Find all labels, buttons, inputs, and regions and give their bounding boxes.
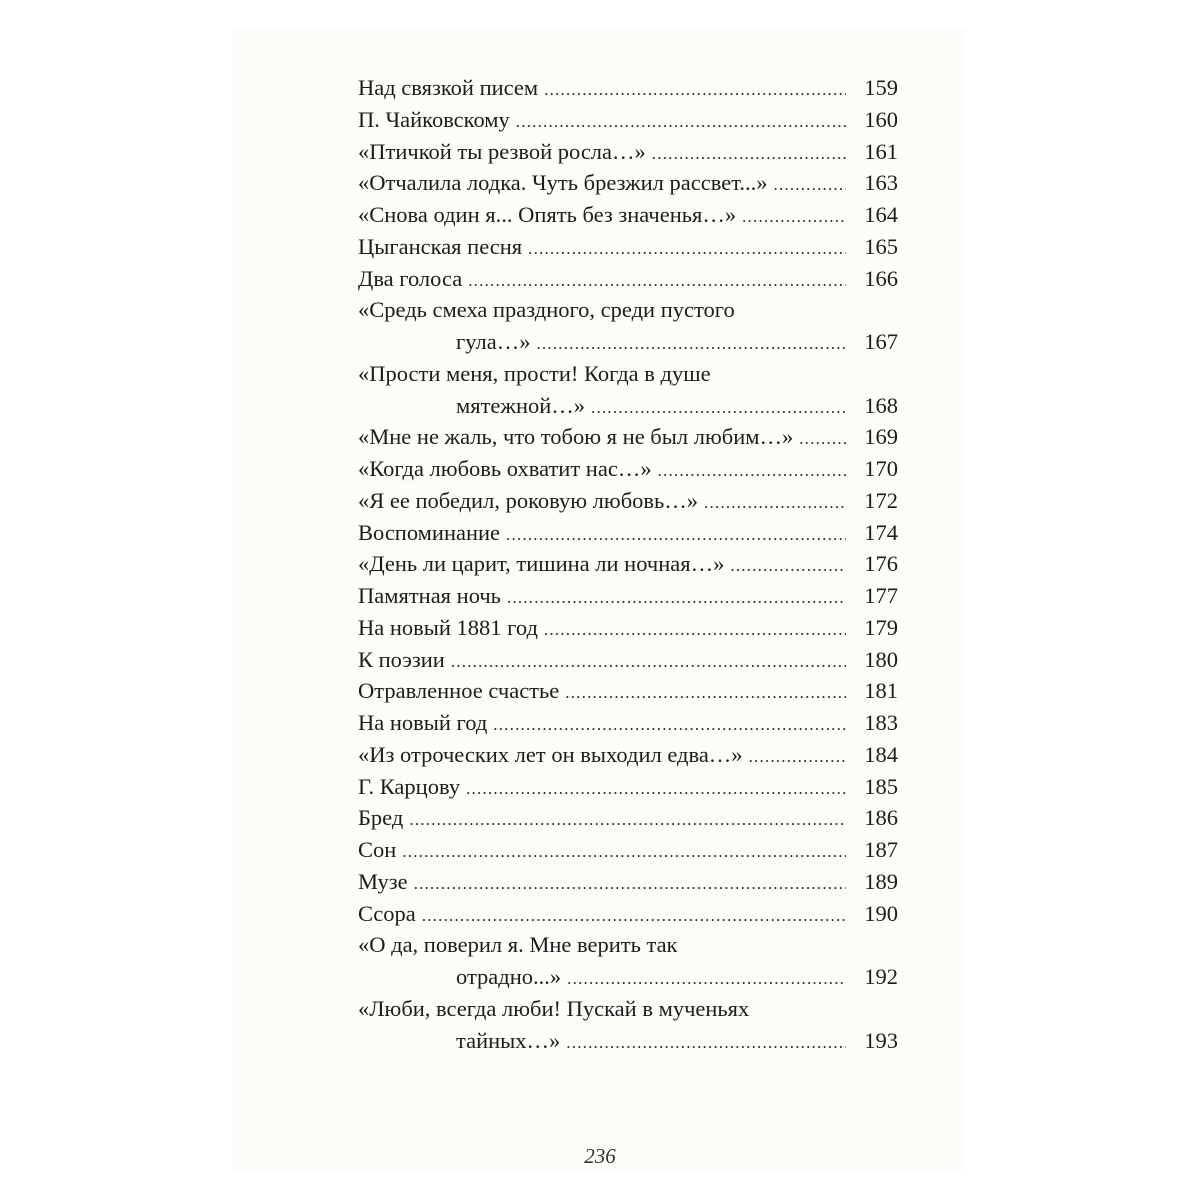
toc-entry — [358, 358, 898, 422]
page-number: 236 — [584, 1144, 616, 1168]
toc-entry-row — [358, 485, 898, 517]
toc-entry — [358, 263, 898, 295]
toc-entry-title: «Мне не жаль, что тобою я не был любим…» — [358, 424, 794, 450]
toc-entry-title: Цыганская песня — [358, 233, 523, 259]
dot-leader — [516, 106, 846, 138]
toc-entry-row — [358, 612, 898, 644]
toc-entry-title: Г. Карцову — [358, 773, 461, 799]
dot-leader — [799, 423, 846, 455]
dot-leader — [658, 455, 846, 487]
dot-leader — [536, 328, 846, 360]
toc-entry-page: 185 — [864, 773, 898, 799]
toc-entry-title: Воспоминание — [358, 519, 501, 545]
toc-entry-title-line: «Средь смеха праздного, среди пустого — [358, 297, 735, 323]
toc-entry-row — [358, 739, 898, 771]
toc-entry — [358, 199, 898, 231]
toc-entry — [358, 644, 898, 676]
toc-entry-title: «Птичкой ты резвой росла…» — [358, 138, 646, 164]
toc-entry — [358, 834, 898, 866]
toc-entry-page: 183 — [864, 710, 898, 735]
toc-entry-row — [358, 644, 898, 676]
toc-entry-title: Ссора — [358, 900, 416, 926]
toc-entry-row — [358, 866, 898, 898]
toc-entry-row — [358, 1025, 898, 1057]
toc-entry-title: Музе — [358, 868, 408, 894]
toc-entry-row — [358, 834, 898, 866]
toc-entry-row — [358, 961, 898, 993]
toc-entry — [358, 993, 898, 1057]
dot-leader — [567, 963, 846, 995]
dot-leader — [730, 550, 846, 582]
toc-entry-row — [358, 72, 898, 104]
toc-entry — [358, 898, 898, 930]
toc-entry-page: 159 — [864, 75, 898, 100]
toc-entry-row — [358, 326, 898, 358]
toc-entry-page: 170 — [864, 456, 898, 481]
dot-leader — [749, 741, 846, 773]
dot-leader — [566, 1027, 846, 1059]
dot-leader — [507, 582, 846, 614]
dot-leader — [544, 614, 846, 646]
dot-leader — [652, 138, 846, 170]
toc-entry-title: На новый год — [358, 710, 488, 735]
dot-leader — [409, 804, 846, 836]
toc-entry — [358, 739, 898, 771]
toc-entry-page: 181 — [864, 678, 898, 704]
toc-entry-title: «Снова один я... Опять без значенья…» — [358, 202, 737, 227]
toc-entry-row — [358, 421, 898, 453]
toc-entry-page: 176 — [864, 551, 898, 577]
toc-entry — [358, 707, 898, 739]
toc-entry-row — [358, 104, 898, 136]
toc-entry — [358, 72, 898, 104]
toc-entry-row — [358, 517, 898, 549]
toc-entry-title: Два голоса — [358, 265, 463, 291]
toc-entry-page: 187 — [864, 837, 898, 862]
toc-entry-page: 164 — [864, 202, 898, 227]
toc-entry-row — [358, 453, 898, 485]
dot-leader — [414, 868, 846, 900]
toc-entry-row — [358, 263, 898, 295]
toc-entry — [358, 929, 898, 993]
toc-entry-page: 172 — [864, 487, 898, 513]
toc-entry — [358, 167, 898, 199]
dot-leader — [591, 392, 846, 424]
dot-leader — [402, 836, 846, 868]
dot-leader — [468, 265, 846, 297]
toc-entry-page: 163 — [864, 170, 898, 196]
dot-leader — [544, 74, 846, 106]
toc-entry-title: «День ли царит, тишина ли ночная…» — [358, 551, 725, 577]
toc-entry-page: 160 — [864, 106, 898, 132]
toc-entry-title: «Я ее победил, роковую любовь…» — [358, 487, 699, 513]
toc-entry-row — [358, 771, 898, 803]
toc-entry-row — [358, 167, 898, 199]
toc-entry-page: 190 — [864, 900, 898, 926]
dot-leader — [451, 646, 846, 678]
toc-entry-row — [358, 136, 898, 168]
toc-entry-page: 168 — [864, 392, 898, 418]
toc-entry-title-line: «О да, поверил я. Мне верить так — [358, 932, 678, 958]
toc-entry-page: 193 — [864, 1027, 898, 1053]
toc-entry-row — [358, 707, 898, 739]
dot-leader — [773, 169, 846, 201]
toc-entry-row — [358, 231, 898, 263]
toc-entry-title: К поэзии — [358, 646, 445, 672]
toc-entry-page: 180 — [864, 646, 898, 672]
toc-entry-page: 161 — [864, 138, 898, 164]
dot-leader — [528, 233, 846, 265]
toc-entry-title: мятежной…» — [456, 392, 586, 418]
toc-entry-row — [358, 675, 898, 707]
toc-entry — [358, 580, 898, 612]
toc-entry-title: Памятная ночь — [358, 583, 501, 608]
toc-entry-title: «Из отроческих лет он выходил едва…» — [358, 741, 743, 767]
toc-entry-row — [358, 390, 898, 422]
toc-entry — [358, 517, 898, 549]
toc-entry-page: 166 — [864, 265, 898, 291]
toc-entry — [358, 421, 898, 453]
toc-entry-title-line: «Прости меня, прости! Когда в душе — [358, 360, 711, 386]
toc-entry-title: Бред — [358, 805, 404, 831]
toc-entry-page: 169 — [864, 424, 898, 450]
toc-entry — [358, 453, 898, 485]
toc-entry-row — [358, 898, 898, 930]
toc-entry-title: «Когда любовь охватит нас…» — [358, 456, 652, 481]
toc-entry — [358, 612, 898, 644]
toc-entry-title: Над связкой писем — [358, 75, 539, 100]
toc-entry-row — [358, 802, 898, 834]
dot-leader — [704, 487, 846, 519]
toc-entry-title: «Отчалила лодка. Чуть брезжил рассвет...» — [358, 170, 768, 196]
toc-entry-page: 189 — [864, 868, 898, 894]
toc-entry-page: 174 — [864, 519, 898, 545]
dot-leader — [742, 201, 846, 233]
dot-leader — [466, 773, 846, 805]
toc-entry — [358, 675, 898, 707]
toc-entry-page: 167 — [864, 329, 898, 354]
toc-entry-title: П. Чайковскому — [358, 106, 510, 132]
toc-entry — [358, 231, 898, 263]
toc-entry — [358, 485, 898, 517]
dot-leader — [506, 519, 846, 551]
toc-entry — [358, 136, 898, 168]
toc-entry-title: Сон — [358, 837, 397, 862]
toc-entry — [358, 548, 898, 580]
toc-entry — [358, 294, 898, 358]
table-of-contents — [358, 72, 898, 1056]
toc-entry-page: 179 — [864, 614, 898, 640]
toc-entry — [358, 802, 898, 834]
toc-entry-page: 184 — [864, 741, 898, 767]
toc-entry-page: 192 — [864, 964, 898, 989]
toc-entry-row — [358, 580, 898, 612]
toc-entry-title: отрадно...» — [456, 964, 562, 989]
toc-entry-page: 177 — [864, 583, 898, 608]
toc-entry-title: гула…» — [456, 329, 531, 354]
toc-entry — [358, 104, 898, 136]
dot-leader — [422, 900, 846, 932]
toc-entry-page: 186 — [864, 805, 898, 831]
toc-entry-title: тайных…» — [456, 1027, 561, 1053]
toc-entry-title: Отравленное счастье — [358, 678, 560, 704]
dot-leader — [565, 677, 846, 709]
toc-entry — [358, 771, 898, 803]
toc-entry-row — [358, 548, 898, 580]
toc-entry-title: На новый 1881 год — [358, 614, 538, 640]
toc-entry-page: 165 — [864, 233, 898, 259]
toc-entry-row — [358, 199, 898, 231]
toc-entry — [358, 866, 898, 898]
toc-entry-title-line: «Люби, всегда люби! Пускай в мученьях — [358, 995, 750, 1021]
dot-leader — [493, 709, 846, 741]
